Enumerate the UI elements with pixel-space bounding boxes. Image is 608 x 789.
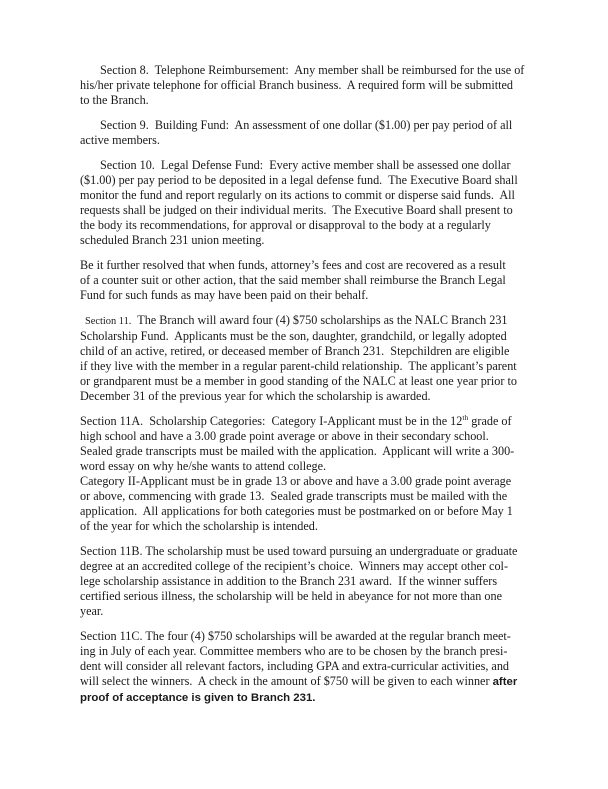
- text-run-small: Section 11.: [85, 316, 132, 327]
- text-run: Section 11A. Scholarship Categories: Category I-Applicant must be in the 12: [80, 414, 463, 428]
- text-run: the body its recommendations, for approval or disapproval to the body at a regularly: [80, 218, 491, 232]
- text-run: or grandparent must be a member in good standing of the NALC at least one year prior to: [80, 374, 517, 388]
- text-run: degree at an accredited college of the recipient’s choice. Winners may accept other col-: [80, 559, 509, 573]
- document-text: [80, 63, 594, 706]
- text-run: will select the winners. A check in the amount of $750 will be given to each winner: [80, 674, 493, 688]
- text-line: [80, 674, 594, 690]
- text-line: [80, 519, 594, 534]
- text-run: Section 8. Telephone Reimbursement: Any member shall be reimbursed for the use of: [100, 63, 525, 77]
- text-line: [80, 544, 594, 559]
- paragraph-section-11: [80, 313, 594, 404]
- text-run: December 31 of the previous year for which the scholarship is awarded.: [80, 389, 431, 403]
- text-line: [80, 63, 594, 78]
- text-line: [80, 659, 594, 674]
- text-line: [80, 604, 594, 619]
- text-line: [80, 188, 594, 203]
- text-run: Section 10. Legal Defense Fund: Every active member shall be assessed one dollar: [100, 158, 511, 172]
- text-run: to the Branch.: [80, 93, 149, 107]
- text-run: of a counter suit or other action, that the said member shall reimburse the Branch Legal: [80, 273, 506, 287]
- text-line: [80, 344, 594, 359]
- text-run: The Branch will award four (4) $750 scholarships as the NALC Branch 231: [131, 313, 508, 327]
- text-line: [80, 359, 594, 374]
- text-line: [80, 489, 594, 504]
- text-run: requests shall be judged on their individual merits. The Executive Board shall present to: [80, 203, 513, 217]
- text-run: grade of: [468, 414, 512, 428]
- text-line: [80, 559, 594, 574]
- text-line: [80, 429, 594, 444]
- text-run: active members.: [80, 133, 160, 147]
- text-line: [80, 474, 594, 489]
- text-run: lege scholarship assistance in addition to the Branch 231 award. If the winner suffers: [80, 574, 498, 588]
- text-run: ($1.00) per pay period to be deposited in a legal defense fund. The Executive Board shall: [80, 173, 518, 187]
- text-line: [80, 414, 594, 429]
- text-line: [80, 589, 594, 604]
- text-line: [80, 389, 594, 404]
- text-line: [80, 329, 594, 344]
- text-line: [80, 258, 594, 273]
- text-line: [80, 690, 594, 706]
- text-run: Be it further resolved that when funds, attorney’s fees and cost are recovered as a result: [80, 258, 506, 272]
- text-line: [80, 218, 594, 233]
- text-run: application. All applications for both categories must be postmarked on or before May 1: [80, 504, 513, 518]
- text-line: [80, 574, 594, 589]
- text-run: his/her private telephone for official Branch business. A required form will be submitted: [80, 78, 513, 92]
- text-run: monitor the fund and report regularly on its actions to commit or disperse said funds. All: [80, 188, 515, 202]
- paragraph-section-9: [80, 118, 594, 148]
- text-line: [80, 374, 594, 389]
- text-line: [80, 233, 594, 248]
- text-run: ing in July of each year. Committee members who are to be chosen by the branch presi-: [80, 644, 508, 658]
- text-run: scheduled Branch 231 union meeting.: [80, 233, 265, 247]
- text-run: word essay on why he/she wants to attend college.: [80, 459, 327, 473]
- text-line: [80, 93, 594, 108]
- text-run: Fund for such funds as may have been paid on their behalf.: [80, 288, 369, 302]
- text-run-boldsans: after: [492, 676, 518, 688]
- paragraph-section-8: [80, 63, 594, 108]
- text-line: [80, 504, 594, 519]
- text-line: [80, 273, 594, 288]
- text-run: Scholarship Fund. Applicants must be the son, daughter, grandchild, or legally adopted: [80, 329, 507, 343]
- text-run: Section 9. Building Fund: An assessment of one dollar ($1.00) per pay period of all: [100, 118, 513, 132]
- text-line: [80, 203, 594, 218]
- text-run: Section 11C. The four (4) $750 scholarships will be awarded at the regular branch meet-: [80, 629, 511, 643]
- text-line: [80, 629, 594, 644]
- text-run: high school and have a 3.00 grade point average or above in their secondary school.: [80, 429, 489, 443]
- text-run: Sealed grade transcripts must be mailed with the application. Applicant will write a 300-: [80, 444, 515, 458]
- paragraph-section-11a: [80, 414, 594, 534]
- paragraph-section-11c: [80, 629, 594, 706]
- text-line: [80, 313, 594, 329]
- paragraph-be-it-further-resolved: [80, 258, 594, 303]
- text-run: or above, commencing with grade 13. Sealed grade transcripts must be mailed with the: [80, 489, 508, 503]
- text-line: [80, 173, 594, 188]
- text-run: of the year for which the scholarship is intended.: [80, 519, 318, 533]
- text-run: child of an active, retired, or deceased member of Branch 231. Stepchildren are eligible: [80, 344, 510, 358]
- text-run: Section 11B. The scholarship must be used toward pursuing an undergraduate or graduate: [80, 544, 518, 558]
- text-run: if they live with the member in a regular parent-child relationship. The applicant’s parent: [80, 359, 517, 373]
- paragraph-section-10: [80, 158, 594, 248]
- text-run: dent will consider all relevant factors, including GPA and extra-curricular activities, and: [80, 659, 510, 673]
- text-line: [80, 78, 594, 93]
- text-run-boldsans: proof of acceptance is given to Branch 231.: [80, 692, 316, 704]
- text-line: [80, 133, 594, 148]
- text-run: certified serious illness, the scholarship will be held in abeyance for not more than one: [80, 589, 503, 603]
- text-line: [80, 644, 594, 659]
- text-line: [80, 459, 594, 474]
- text-line: [80, 118, 594, 133]
- paragraph-section-11b: [80, 544, 594, 619]
- text-run: year.: [80, 604, 104, 618]
- text-line: [80, 158, 594, 173]
- text-run: Category II-Applicant must be in grade 13 or above and have a 3.00 grade point average: [80, 474, 512, 488]
- text-line: [80, 444, 594, 459]
- text-run-sup: th: [462, 412, 469, 422]
- text-line: [80, 288, 594, 303]
